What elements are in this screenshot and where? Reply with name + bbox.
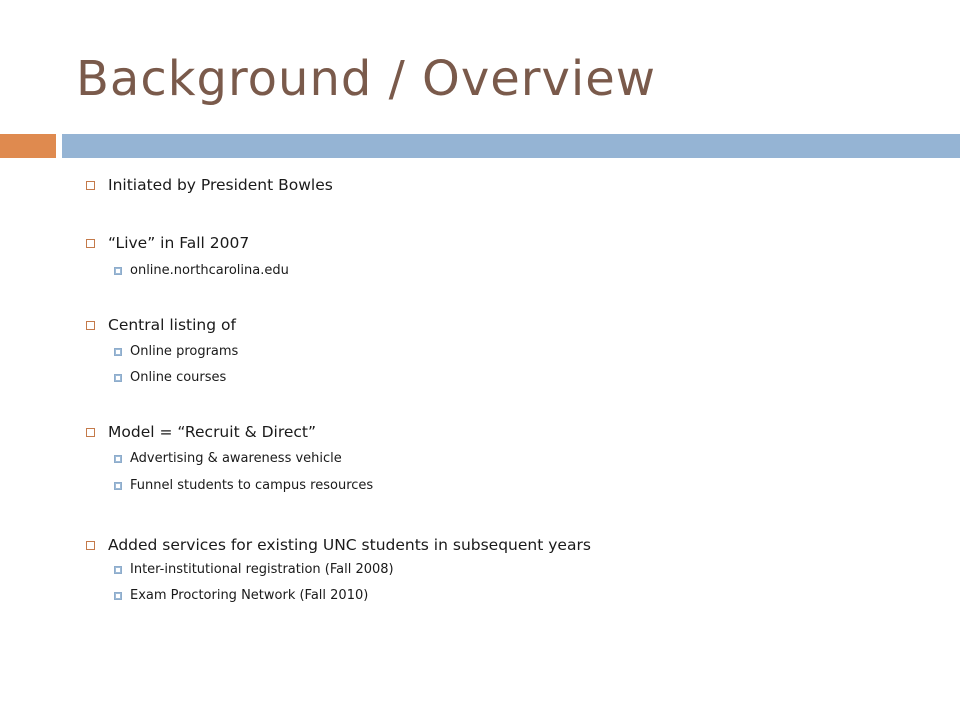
sub-bullet-website bbox=[114, 262, 289, 280]
square-sub-bullet-icon bbox=[114, 592, 122, 600]
bullet-initiated bbox=[86, 175, 333, 195]
square-bullet-icon bbox=[86, 239, 95, 248]
bullet-model bbox=[86, 422, 316, 442]
square-bullet-icon bbox=[86, 541, 95, 550]
sub-bullet-text: Funnel students to campus resources bbox=[130, 478, 374, 493]
square-sub-bullet-icon bbox=[114, 374, 122, 382]
sub-bullet-text: Online programs bbox=[130, 344, 239, 359]
square-sub-bullet-icon bbox=[114, 455, 122, 463]
sub-bullet-text: Online courses bbox=[130, 370, 227, 385]
bullet-added-services bbox=[86, 535, 591, 555]
sub-bullet-text: Advertising & awareness vehicle bbox=[130, 451, 342, 466]
sub-bullet-text: Exam Proctoring Network (Fall 2010) bbox=[130, 588, 369, 603]
sub-bullet-text: online.northcarolina.edu bbox=[130, 263, 289, 278]
sub-bullet-text: Inter-institutional registration (Fall 2008) bbox=[130, 562, 394, 577]
square-sub-bullet-icon bbox=[114, 348, 122, 356]
bullet-live bbox=[86, 233, 249, 253]
square-bullet-icon bbox=[86, 428, 95, 437]
bullet-central-listing bbox=[86, 315, 236, 335]
square-sub-bullet-icon bbox=[114, 267, 122, 275]
sub-bullet-funnel bbox=[114, 477, 373, 495]
square-sub-bullet-icon bbox=[114, 566, 122, 574]
bullet-text: Central listing of bbox=[108, 316, 236, 334]
sub-bullet-online-programs bbox=[114, 343, 238, 361]
square-sub-bullet-icon bbox=[114, 482, 122, 490]
bullet-text: Initiated by President Bowles bbox=[108, 176, 333, 194]
sub-bullet-online-courses bbox=[114, 369, 226, 387]
bullet-text: Model = “Recruit & Direct” bbox=[108, 423, 317, 441]
sub-bullet-advertising bbox=[114, 450, 342, 468]
sub-bullet-exam-proctoring bbox=[114, 587, 368, 605]
bullet-text: Added services for existing UNC students in subsequent years bbox=[108, 536, 591, 554]
square-bullet-icon bbox=[86, 181, 95, 190]
square-bullet-icon bbox=[86, 321, 95, 330]
slide-title: Background / Overview bbox=[76, 51, 657, 107]
sub-bullet-registration bbox=[114, 561, 394, 579]
bullet-text: “Live” in Fall 2007 bbox=[108, 234, 250, 252]
